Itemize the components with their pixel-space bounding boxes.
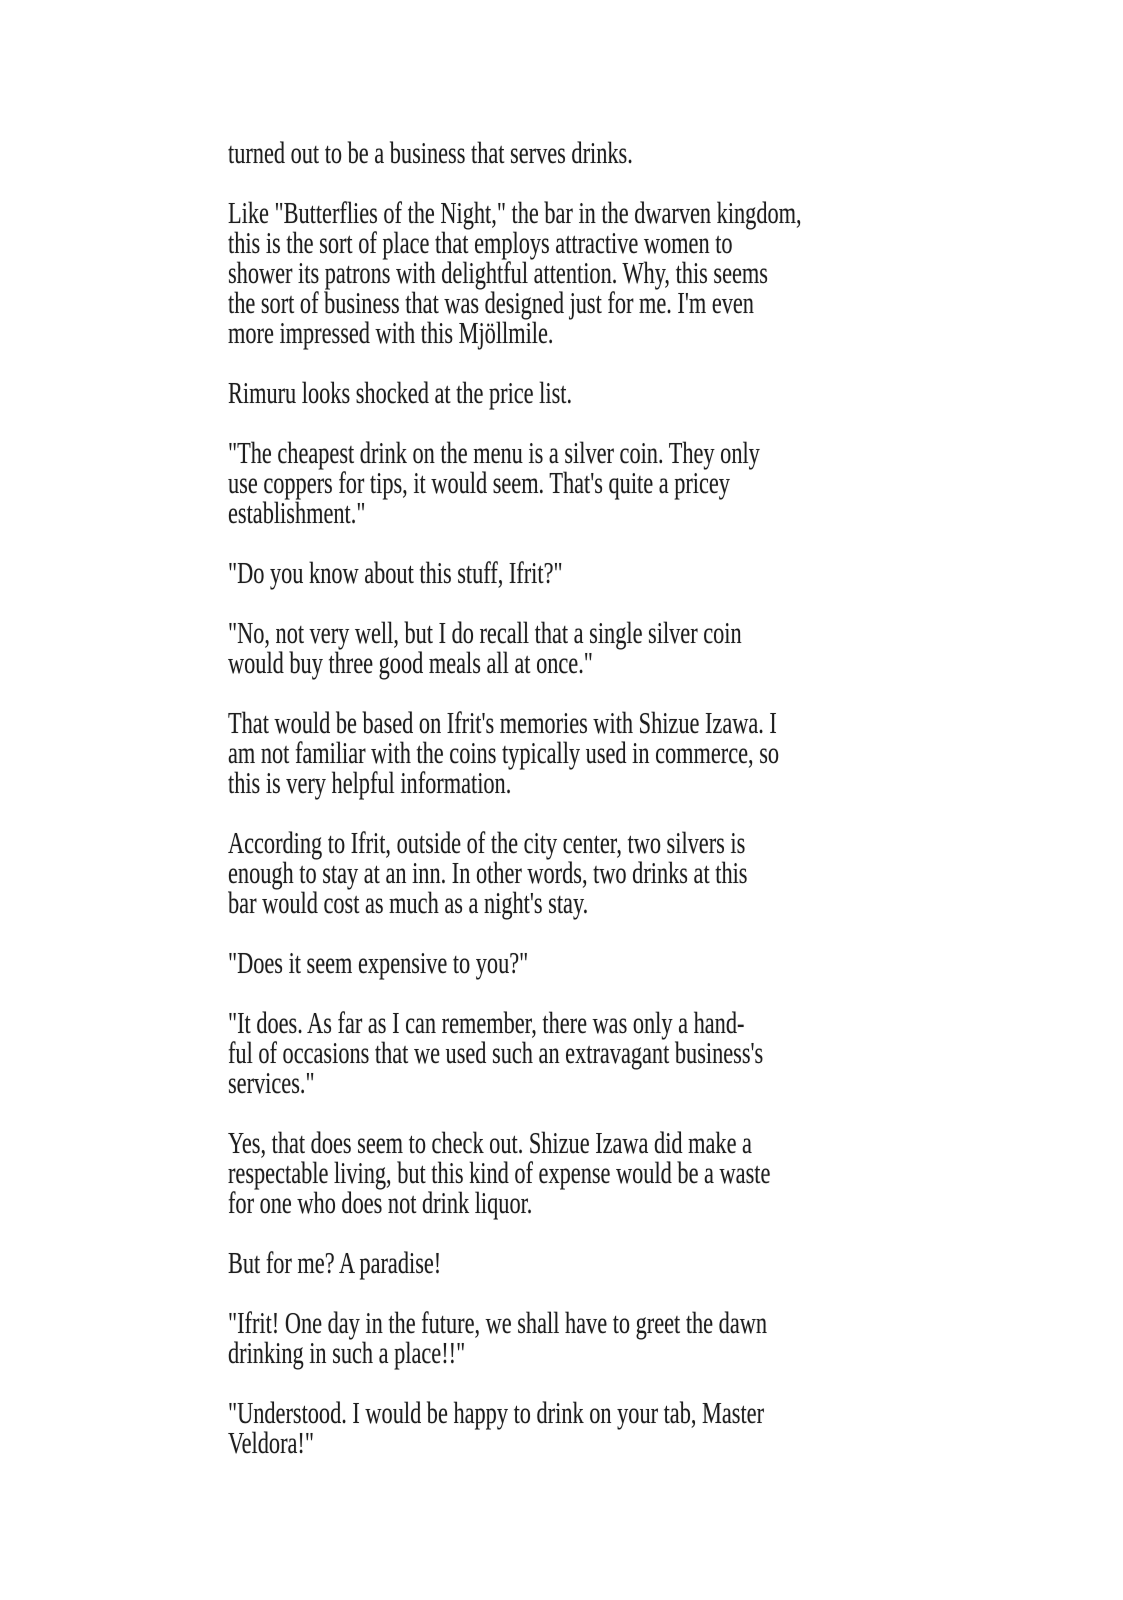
text-line: respectable living, but this kind of expense would be a waste	[228, 1155, 771, 1190]
paragraph	[228, 135, 948, 170]
text-line: this is the sort of place that employs attractive women to	[228, 225, 733, 260]
paragraph	[228, 825, 948, 920]
paragraph	[228, 705, 948, 800]
text-line: But for me? A paradise!	[228, 1245, 442, 1280]
text-line: establishment."	[228, 495, 366, 530]
paragraph	[228, 1005, 948, 1100]
text-line: Rimuru looks shocked at the price list.	[228, 375, 573, 410]
text-line: "The cheapest drink on the menu is a silver coin. They only	[228, 435, 760, 470]
paragraph	[228, 435, 948, 530]
text-line: services."	[228, 1065, 315, 1100]
text-line: drinking in such a place!!"	[228, 1335, 466, 1370]
text-line: "No, not very well, but I do recall that a single silver coin	[228, 615, 742, 650]
text-line: would buy three good meals all at once."	[228, 645, 593, 680]
text-line: Yes, that does seem to check out. Shizue Izawa did make a	[228, 1125, 752, 1160]
paragraph	[228, 945, 948, 980]
text-line: Veldora!"	[228, 1425, 314, 1460]
text-line: use coppers for tips, it would seem. That's quite a pricey	[228, 465, 730, 500]
paragraph	[228, 195, 948, 350]
paragraph	[228, 555, 948, 590]
text-line: "Understood. I would be happy to drink on your tab, Master	[228, 1395, 765, 1430]
page-text	[228, 135, 948, 1488]
text-line: more impressed with this Mjöllmile.	[228, 315, 554, 350]
text-line: That would be based on Ifrit's memories with Shizue Izawa. I	[228, 705, 777, 740]
text-line: for one who does not drink liquor.	[228, 1185, 533, 1220]
text-line: turned out to be a business that serves drinks.	[228, 135, 633, 170]
paragraph	[228, 615, 948, 680]
text-line: "It does. As far as I can remember, there was only a hand-	[228, 1005, 745, 1040]
text-line: am not familiar with the coins typically used in commerce, so	[228, 735, 780, 770]
paragraph	[228, 375, 948, 410]
text-line: "Does it seem expensive to you?"	[228, 945, 529, 980]
paragraph	[228, 1125, 948, 1220]
paragraph	[228, 1395, 948, 1460]
text-line: bar would cost as much as a night's stay.	[228, 885, 589, 920]
text-line: enough to stay at an inn. In other words, two drinks at this	[228, 855, 748, 890]
paragraph	[228, 1305, 948, 1370]
text-line: Like "Butterflies of the Night," the bar in the dwarven kingdom,	[228, 195, 802, 230]
paragraph	[228, 1245, 948, 1280]
text-line: the sort of business that was designed just for me. I'm even	[228, 285, 754, 320]
text-line: "Do you know about this stuff, Ifrit?"	[228, 555, 563, 590]
text-line: shower its patrons with delightful attention. Why, this seems	[228, 255, 768, 290]
text-line: this is very helpful information.	[228, 765, 512, 800]
text-line: According to Ifrit, outside of the city center, two silvers is	[228, 825, 746, 860]
text-line: "Ifrit! One day in the future, we shall have to greet the dawn	[228, 1305, 768, 1340]
text-line: ful of occasions that we used such an extravagant business's	[228, 1035, 764, 1070]
